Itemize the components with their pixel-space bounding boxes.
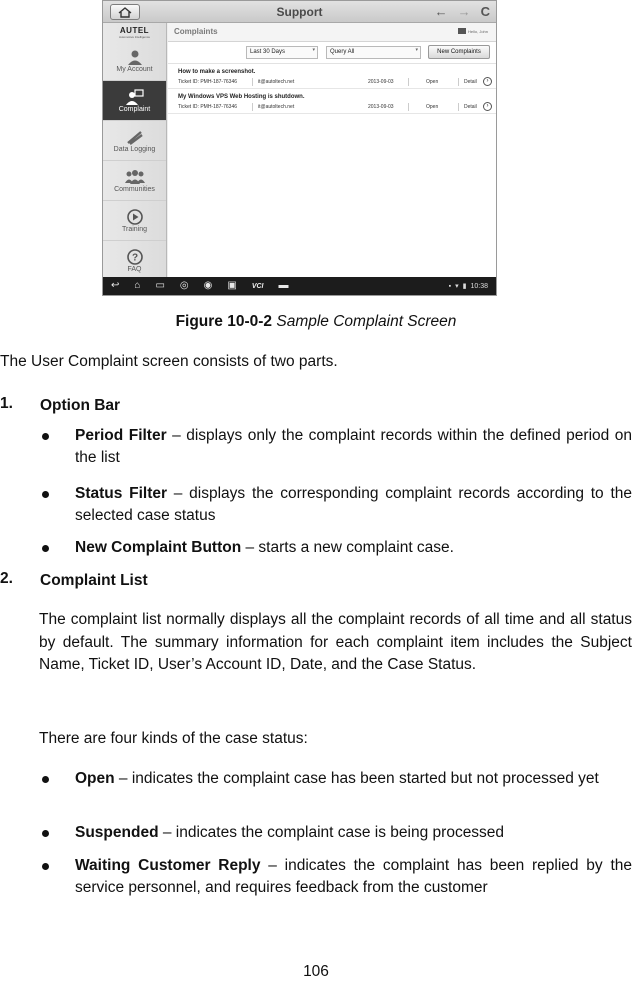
section-number: 1. (0, 395, 13, 412)
bullet-description: – indicates the complaint case has been started but not processed yet (114, 770, 599, 787)
sidebar-label: Data Logging (113, 145, 156, 153)
detail-link[interactable]: Detail (464, 79, 477, 85)
complaints-panel (168, 23, 496, 277)
back-arrow-icon[interactable]: ← (434, 4, 448, 19)
ticket-id: Ticket ID: PMH-187-76346 (178, 79, 238, 85)
communities-icon (125, 169, 145, 185)
status-filter[interactable] (326, 46, 421, 59)
home-nav-icon[interactable]: ⌂ (134, 280, 141, 291)
avatar-icon (458, 28, 466, 34)
bullet-term: Status Filter (75, 485, 168, 502)
bullet-dot (42, 491, 49, 498)
brand-logo: AUTEL (119, 26, 150, 35)
divider (408, 78, 409, 86)
status-intro-paragraph: There are four kinds of the case status: (39, 730, 308, 747)
forward-arrow-icon[interactable]: → (457, 4, 471, 19)
android-system-bar (103, 277, 496, 295)
user-icon (127, 49, 143, 65)
sidebar-item-complaint[interactable] (103, 81, 166, 121)
vci-icon[interactable]: VCI (251, 282, 264, 290)
section-number: 2. (0, 570, 13, 587)
complaint-screenshot (102, 0, 497, 296)
svg-text:?: ? (131, 252, 138, 264)
sidebar-label: Complaint (118, 105, 151, 113)
status-bullet (75, 768, 632, 790)
period-filter[interactable] (246, 46, 318, 59)
complaint-list-paragraph: The complaint list normally displays all the complaint records of all time and all status by default. The summary information for each complaint item includes the Subject Name, Ticket ID, User’s Account ID, Date, and the Case Status. (39, 611, 632, 673)
period-filter-value: Last 30 Days (250, 49, 286, 55)
bullet-description: – starts a new complaint case. (241, 539, 454, 556)
autel-logo (103, 23, 166, 41)
sidebar-label: Training (121, 225, 148, 233)
refresh-icon[interactable]: C (480, 4, 490, 19)
section-heading: Complaint List (40, 572, 148, 589)
status-filter-value: Query All (330, 49, 355, 55)
bullet-term: Waiting Customer Reply (75, 857, 261, 874)
user-greeting (458, 28, 488, 34)
chevron-right-icon[interactable]: › (483, 102, 492, 111)
sidebar-item-communities[interactable] (103, 161, 166, 201)
bullet-dot (42, 545, 49, 552)
recent-apps-icon[interactable]: ▭ (155, 280, 165, 291)
divider (408, 103, 409, 111)
bullet-dot (42, 830, 49, 837)
bullet-term: Open (75, 770, 115, 787)
sidebar-label: Communities (114, 185, 155, 193)
account-id: it@autoltech.net (258, 79, 295, 85)
status-bullet (75, 855, 632, 899)
intro-paragraph: The User Complaint screen consists of two parts. (0, 353, 338, 370)
account-id: it@autoltech.net (258, 104, 295, 110)
sidebar-item-faq[interactable] (103, 241, 166, 281)
complaint-status: Open (426, 104, 439, 110)
option-bullet (75, 425, 632, 469)
ticket-id: Ticket ID: PMH-187-76346 (178, 104, 238, 110)
panel-title: Complaints (174, 27, 218, 36)
dropdown-caret-icon: ▾ (312, 47, 315, 53)
bullet-description: – indicates the complaint has been replied by the service personnel, and requires feedback from the customer (75, 857, 632, 896)
camera-icon[interactable]: ◉ (203, 280, 213, 291)
sidebar (103, 23, 167, 277)
divider (458, 78, 459, 86)
display-icon[interactable]: ▣ (227, 280, 237, 291)
figure-caption (0, 313, 632, 331)
figure-title: Sample Complaint Screen (276, 313, 457, 330)
user-greeting-text: Hello, John (467, 28, 488, 34)
complaint-date: 2013-09-03 (368, 104, 394, 110)
dropdown-caret-icon: ▾ (415, 47, 418, 53)
browser-icon[interactable]: ◎ (179, 280, 189, 291)
status-tray (449, 282, 488, 290)
bullet-term: New Complaint Button (75, 539, 242, 556)
divider (458, 103, 459, 111)
sidebar-item-my-account[interactable] (103, 41, 166, 81)
notification-icon: ▪ (448, 282, 452, 290)
divider (252, 78, 253, 86)
sidebar-label: FAQ (127, 266, 142, 273)
battery-icon: ▮ (462, 283, 467, 290)
complaint-subject: My Windows VPS Web Hosting is shutdown. (178, 94, 305, 100)
complaint-row[interactable] (168, 64, 496, 89)
panel-header (168, 23, 496, 42)
chevron-right-icon[interactable]: › (483, 77, 492, 86)
sidebar-item-training[interactable] (103, 201, 166, 241)
clock: 10:38 (470, 282, 488, 290)
option-bullet (75, 483, 632, 527)
option-bar (168, 42, 496, 64)
faq-icon (127, 249, 143, 265)
figure-number: Figure 10-0-2 (175, 313, 273, 330)
bullet-dot (42, 433, 49, 440)
complaint-date: 2013-09-03 (368, 79, 394, 85)
training-icon (127, 209, 143, 225)
sidebar-item-data-logging[interactable] (103, 121, 166, 161)
app-title: Support (276, 5, 323, 19)
complaint-icon (126, 89, 144, 105)
divider (252, 103, 253, 111)
bullet-term: Suspended (75, 824, 159, 841)
bullet-dot (42, 776, 49, 783)
car-icon[interactable]: ▬ (278, 280, 289, 291)
option-bullet (75, 537, 632, 559)
section-heading: Option Bar (40, 397, 121, 414)
back-icon[interactable]: ↩ (111, 280, 120, 291)
page-number: 106 (303, 963, 329, 980)
bullet-dot (42, 863, 49, 870)
bullet-description: – displays only the complaint records within the defined period on the list (75, 427, 632, 466)
complaint-status: Open (426, 79, 439, 85)
new-complaints-button[interactable]: New Complaints (428, 45, 490, 59)
detail-link[interactable]: Detail (464, 104, 477, 110)
status-bullet (75, 822, 632, 844)
data-logging-icon (127, 129, 143, 145)
wifi-icon: ▾ (455, 283, 459, 290)
top-bar (103, 1, 496, 23)
brand-tagline: Automotive Intelligence (118, 35, 151, 39)
sidebar-label: My Account (116, 65, 153, 73)
complaint-row[interactable] (168, 89, 496, 114)
bullet-description: – displays the corresponding complaint records according to the selected case status (75, 485, 632, 524)
complaint-subject: How to make a screenshot. (178, 69, 256, 75)
bullet-description: – indicates the complaint case is being processed (158, 824, 505, 841)
bullet-term: Period Filter (75, 427, 167, 444)
